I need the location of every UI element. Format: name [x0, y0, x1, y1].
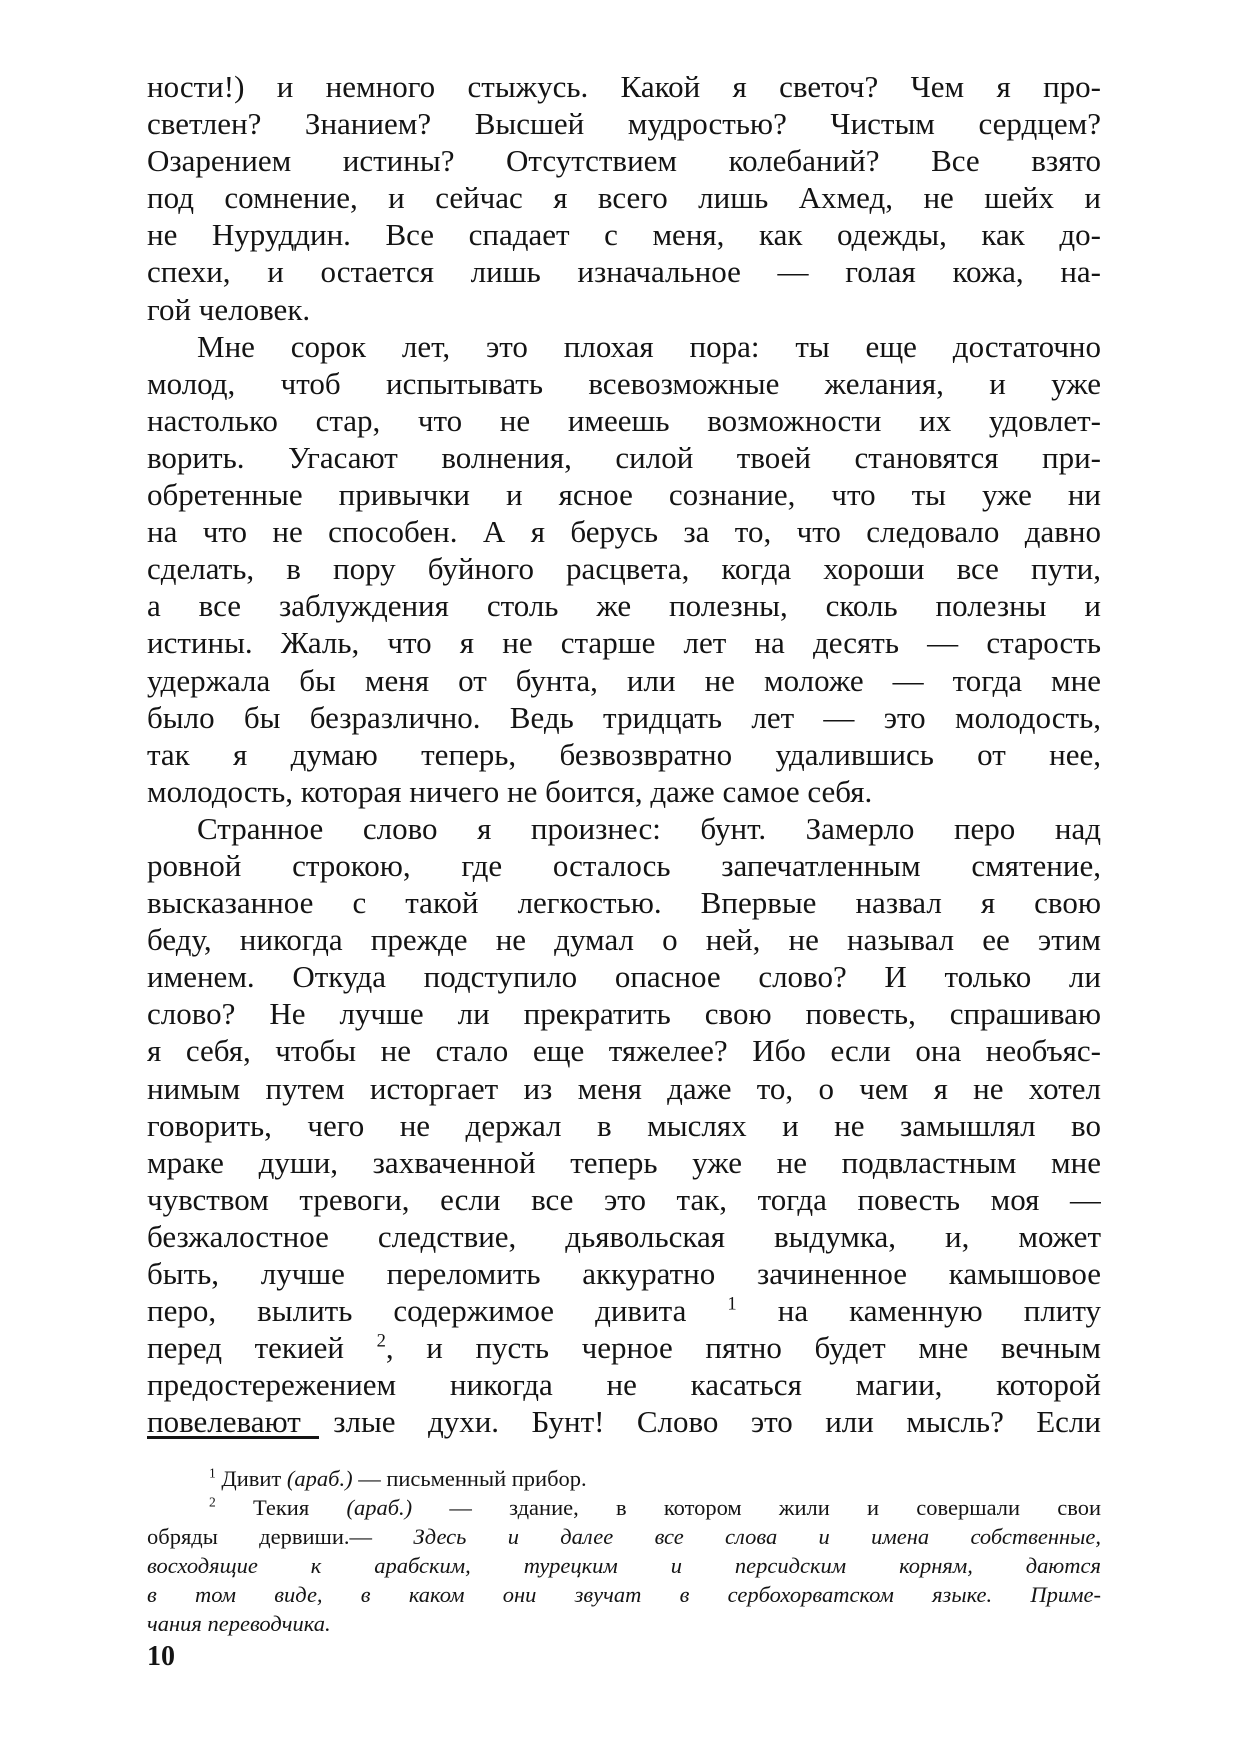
text-line: обретенные привычки и ясное сознание, что ты уже ни: [147, 477, 1101, 513]
footnote-line: [147, 1522, 1101, 1551]
text-line: ности!) и немного стыжусь. Какой я светоч? Чем я про-: [147, 69, 1101, 104]
text-line: Мне сорок лет, это плохая пора: ты еще достаточно: [197, 328, 1101, 364]
text-line: удержала бы меня от бунта, или не моложе — тогда мне: [147, 662, 1101, 698]
text-line: не Нуруддин. Все спадает с меня, как одежды, как до-: [147, 217, 1101, 253]
footnote-line: восходящие к арабским, турецким и персидским корням, даются: [147, 1553, 1101, 1578]
footnote-text: обряды дервиши.—: [147, 1524, 414, 1549]
main-text: [147, 68, 1101, 1440]
footnote-2: [147, 1493, 1101, 1522]
text-segment: , и пусть черное пятно будет мне вечным: [385, 1330, 1101, 1366]
footnote-marker: 2: [209, 1494, 216, 1510]
text-line: [147, 1292, 1101, 1329]
footnote-line: в том виде, в каком они звучат в сербохорватском языке. Приме-: [147, 1582, 1101, 1607]
text-line: говорить, чего не держал в мыслях и не замышлял во: [147, 1107, 1101, 1143]
text-line: я себя, чтобы не стало еще тяжелее? Ибо если она необъяс-: [147, 1033, 1101, 1069]
footnote-1: [147, 1464, 1101, 1493]
text-line: гой человек.: [147, 291, 311, 327]
footnote-note: Здесь и далее все слова и имена собственные,: [413, 1524, 1101, 1549]
footnotes: [147, 1464, 1101, 1638]
text-line: именем. Откуда подступило опасное слово? И только ли: [147, 959, 1101, 995]
footnote-marker: 1: [209, 1465, 216, 1481]
text-line: было бы безразлично. Ведь тридцать лет — это молодость,: [147, 699, 1101, 735]
text-segment: перед текией: [147, 1330, 344, 1366]
text-line: чувством тревоги, если все это так, тогда повесть моя —: [147, 1181, 1101, 1217]
footnote-term: Дивит: [221, 1466, 282, 1491]
footnote-line: чания переводчика.: [147, 1611, 331, 1636]
text-line: светлен? Знанием? Высшей мудростью? Чистым сердцем?: [147, 106, 1101, 142]
text-line: слово? Не лучше ли прекратить свою повесть, спрашиваю: [147, 996, 1101, 1032]
text-line: истины. Жаль, что я не старше лет на десять — старость: [147, 625, 1101, 661]
text-line: спехи, и остается лишь изначальное — голая кожа, на-: [147, 254, 1101, 290]
text-line: Озарением истины? Отсутствием колебаний? Все взято: [147, 143, 1101, 179]
text-line: молодость, которая ничего не боится, даже самое себя.: [147, 773, 873, 809]
footnote-divider: [147, 1436, 319, 1439]
footnote-text: — здание, в котором жили и совершали свои: [412, 1495, 1101, 1520]
text-line: быть, лучше переломить аккуратно зачиненное камышовое: [147, 1256, 1101, 1291]
text-line: ровной строкою, где осталось запечатленным смятение,: [147, 847, 1101, 883]
footnote-lang: (араб.): [286, 1466, 353, 1491]
page-number: 10: [147, 1641, 175, 1672]
text-line: так я думаю теперь, безвозвратно удалившись от нее,: [147, 736, 1101, 772]
footnote-lang: (араб.): [346, 1495, 413, 1520]
text-line: на что не способен. А я берусь за то, что следовало давно: [147, 514, 1101, 550]
text-line: [147, 1329, 1101, 1366]
text-line: молод, чтоб испытывать всевозможные желания, и уже: [147, 365, 1101, 401]
text-line: под сомнение, и сейчас я всего лишь Ахмед, не шейх и: [147, 180, 1101, 216]
text-line: ворить. Угасают волнения, силой твоей становятся при-: [147, 439, 1101, 475]
footnote-text: — письменный прибор.: [352, 1466, 587, 1491]
text-line: безжалостное следствие, дьявольская выдумка, и, может: [147, 1218, 1101, 1254]
text-line: повелевают злые духи. Бунт! Слово это или мысль? Если: [147, 1404, 1101, 1440]
text-line: мраке души, захваченной теперь уже не подвластным мне: [147, 1144, 1101, 1180]
text-segment: на каменную плиту: [777, 1293, 1101, 1329]
text-line: настолько стар, что не имеешь возможности их удовлет-: [147, 402, 1101, 438]
footnote-ref-1[interactable]: 1: [727, 1293, 737, 1315]
text-line: сделать, в пору буйного расцвета, когда хороши все пути,: [147, 551, 1101, 587]
text-line: а все заблуждения столь же полезны, сколь полезны и: [147, 588, 1101, 624]
text-line: Странное слово я произнес: бунт. Замерло перо над: [197, 810, 1101, 846]
footnote-ref-2[interactable]: 2: [376, 1330, 386, 1352]
text-line: беду, никогда прежде не думал о ней, не называл ее этим: [147, 922, 1101, 958]
footnote-term: Текия: [253, 1495, 310, 1520]
text-line: высказанное с такой легкостью. Впервые назвал я свою: [147, 885, 1101, 921]
text-line: нимым путем исторгает из меня даже то, о чем я не хотел: [147, 1070, 1101, 1106]
text-segment: перо, вылить содержимое дивита: [147, 1293, 687, 1329]
text-line: предостережением никогда не касаться магии, которой: [147, 1367, 1101, 1403]
